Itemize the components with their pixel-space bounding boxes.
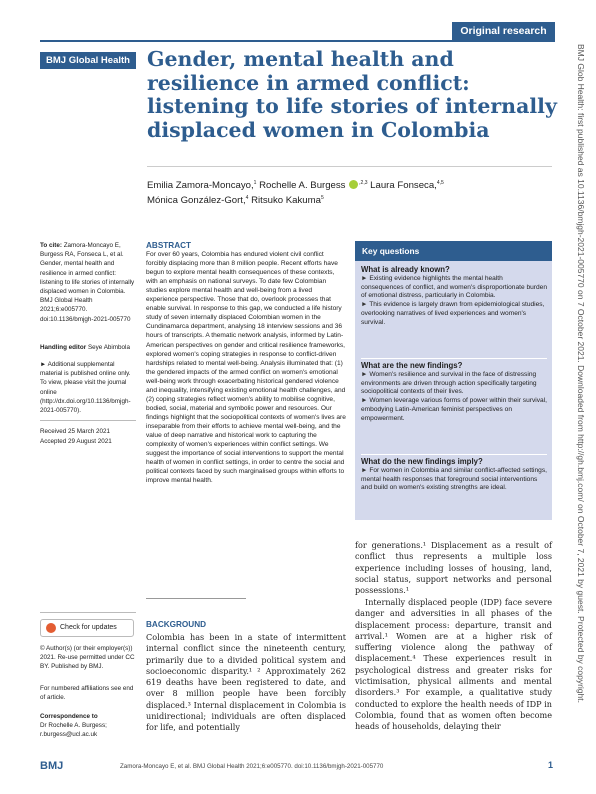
received-date: Received 25 March 2021: [40, 428, 111, 435]
bmj-logo: BMJ: [40, 760, 64, 772]
citation-text: Zamora-Moncayo E, Burgess RA, Fonseca L, et al. Gender, mental health and resilience in armed conflict: listening to life stories of internally displaced women in Colombia. BMJ Global Health 2021;6:e005770. doi:10.1136/bmjgh-2021-005770: [40, 242, 135, 323]
sidebar-divider: [40, 612, 136, 613]
background-heading: BACKGROUND: [146, 620, 207, 629]
author-name[interactable]: Laura Fonseca,: [370, 180, 437, 191]
check-updates-button[interactable]: Check for updates: [40, 619, 134, 637]
kq-item: ► This evidence is largely drawn from epidemiological studies, overlooking narratives of lived experiences and women's survival.: [361, 301, 545, 326]
kq-item: ► Existing evidence highlights the mental health consequences of conflict, and women's disproportionate burden of emotional distress, particularly in Colombia.: [361, 274, 547, 300]
author-name[interactable]: Rochelle A. Burgess: [259, 180, 346, 191]
title-separator: [147, 166, 552, 167]
accepted-date: Accepted 29 August 2021: [40, 438, 112, 445]
journal-brand-logo: BMJ Global Health: [40, 52, 136, 69]
article-title: Gender, mental health and resilience in armed conflict: listening to life stories of internally displaced women in Colombia: [147, 47, 557, 142]
author-name[interactable]: Emilia Zamora-Moncayo,: [147, 180, 254, 191]
kq-item: ► Women's resilience and survival in the face of distressing environments are driven through action specifically targeting sociopolitical contexts of their lives.: [361, 370, 537, 396]
section-label: Original research: [452, 22, 555, 40]
check-updates-icon: [46, 623, 56, 633]
affiliations-note: For numbered affiliations see end of article.: [40, 685, 134, 702]
key-questions-heading: Key questions: [355, 241, 552, 261]
kq-item: ► For women in Colombia and similar conflict-affected settings, mental health responses that foreground social interventions and build on women's existing strengths are ideal.: [361, 466, 547, 492]
download-note-text: BMJ Glob Health: first published as 10.1136/bmjgh-2021-005770 on 7 October 2021. Downloaded from http://gh.bmj.com/ on October 7, 2021 by guest. Protected by copyright.: [576, 44, 586, 703]
supplemental-note: ► Additional supplemental material is published online only. To view, please visit the journal online (http://dx.doi.org/10.1136/bmjgh-2021-005770).: [40, 361, 131, 415]
body-paragraph: Internally displaced people (IDP) face severe danger and adversities in all phases of the displacement process: departure, transit and arrival.¹ Women are at a higher risk of suffering violence along the pathway of displacement.⁴ These experiences result in psychological distress and greater risks for victimisation, physical ailments and mental disorders.³ For example, a qualitative study conducted to explore the health needs of IDP in Colombia, found that as women often become heads of households, delaying their: [355, 597, 552, 732]
page-number: 1: [548, 760, 554, 770]
body-paragraph: for generations.¹ Displacement as a result of conflict thus represents a multiple loss experience including losses of housing, land, social status, support networks and personal possessions.¹: [355, 540, 552, 596]
abstract: [146, 241, 346, 485]
background-text: Colombia has been in a state of intermittent internal conflict since the nineteenth century, primarily due to a divided political system and socioeconomic disparity.¹ ² Approximately 262 619 deaths have been registered to date, and over 8 million people have been forcibly displaced.³ Internal displacement in Colombia is unidirectional; individuals are often displaced for life, and potentially: [146, 632, 346, 733]
kq-section-imply: What do the new findings imply? ► For women in Colombia and similar conflict-affected settings, mental health responses that foreground social interventions and build on women's existing strengths are ideal.: [361, 457, 547, 492]
citation-block: To cite: Zamora-Moncayo E, Burgess RA, Fonseca L, et al. Gender, mental health and resilience in armed conflict: listening to life stories of internally displaced women in Colombia. BMJ Global Health 2021;6:e005770. doi:10.1136/bmjgh-2021-005770: [40, 242, 135, 323]
kq-section-new: What are the new findings? ► Women's resilience and survival in the face of distressing environments are driven through action specifically targeting sociopolitical contexts of their lives. ► Women leverage various forms of power within their survival, embodying Latin-American feminist perspectives on empowerment.: [361, 361, 547, 422]
handling-editor: Handling editor Seye Abimbola: [40, 344, 130, 351]
sidebar-divider: [40, 420, 136, 421]
kq-divider: [361, 454, 547, 455]
author-name[interactable]: Ritsuko Kakuma: [251, 195, 321, 206]
download-note: [572, 44, 588, 760]
kq-section-known: What is already known? ► Existing evidence highlights the mental health consequences of conflict, and women's disproportionate burden of emotional distress, particularly in Colombia. ► This evidence is largely drawn from epidemiological studies, overlooking narratives of lived experiences and women's survival.: [361, 265, 547, 326]
header-rule: [40, 40, 555, 42]
footer-citation: Zamora-Moncayo E, et al. BMJ Global Health 2021;6:e005770. doi:10.1136/bmjgh-2021-005770: [120, 763, 384, 770]
copyright-note: © Author(s) (or their employer(s)) 2021. Re-use permitted under CC BY. Published by BMJ.: [40, 645, 135, 671]
author-name[interactable]: Mónica González-Gort,: [147, 195, 246, 206]
correspondence: Correspondence to Dr Rochelle A. Burgess; r.burgess@ucl.ac.uk: [40, 713, 107, 739]
abstract-text: For over 60 years, Colombia has endured violent civil conflict forcibly displacing more than 8 million people. Recent efforts have begun to explore mental health consequences of these contexts, with an emphasis on national surveys. To date few Colombian studies explore mental health and well-being from a lived experience perspective. Those that do, overlook processes that enable survival. In response to this gap, we conducted a life history study of seven internally displaced Colombian women in the Cundinamarca department, analysing 18 interview sessions and 36 hours of transcripts. A thematic network analysis, informed by Latin-American perspectives on gender and critical resilience frameworks, explored women's coping strategies in response to conflict-driven hardships related to mental well-being. Analysis illuminated that: (1) the gendered impacts of the armed conflict on women's emotional well-being work through exacerbating historical gendered violence and inequality, intensifying existing emotional health challenges, and (2) coping strategies reflect women's ability to mobilise cognitive, bodied, social, material and symbolic power and resources. Our findings highlight that the sociopolitical contexts of women's lives are inseparable from their efforts to achieve mental well-being, and the value of deep narrative and historical work to capturing the complexity of women's experiences within conflict settings. We suggest the importance of social interventions to support the mental health of women in conflict settings, in order to centre the social and political contexts faced by such marginalised groups within efforts to improve mental health.: [146, 251, 346, 485]
kq-divider: [361, 358, 547, 359]
correspondence-email[interactable]: Dr Rochelle A. Burgess; r.burgess@ucl.ac.uk: [40, 722, 107, 739]
abstract-end-rule: [146, 598, 246, 599]
kq-item: ► Women leverage various forms of power within their survival, embodying Latin-American feminist perspectives on empowerment.: [361, 397, 547, 422]
background-section: [146, 620, 346, 734]
author-list: Emilia Zamora-Moncayo,$^1$ Rochelle A. Burgess $^{,2,3}$ Laura Fonseca,$^{4,5}$ Mónica González-Gort,$^4$ Ritsuko Kakuma$^5$: [147, 179, 444, 206]
abstract-heading: ABSTRACT: [146, 241, 192, 250]
orcid-icon[interactable]: [349, 180, 358, 189]
